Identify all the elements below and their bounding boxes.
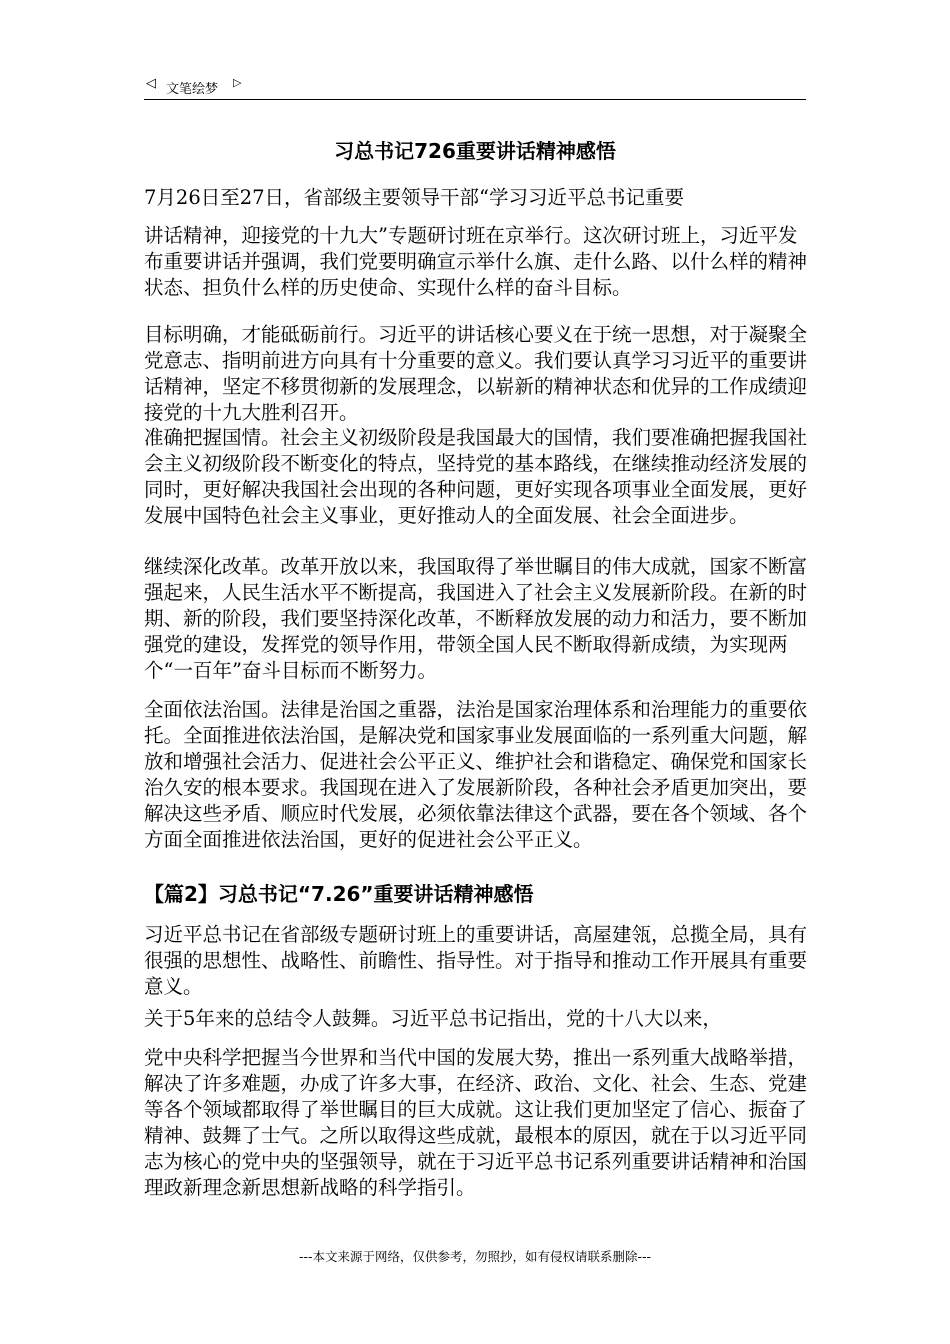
paragraph-seminar: 讲话精神，迎接党的十九大”专题研讨班在京举行。这次研讨班上，习近平发布重要讲话并强调，我们党要明确宣示举什么旗、走什么路、以什么样的精神状态、担负什么样的历史使命、实现什么样的奋斗目标。 [144, 224, 808, 299]
paragraph-rule-of-law: 全面依法治国。法律是治国之重器，法治是国家治理体系和治理能力的重要依托。全面推进依法治国，是解决党和国家事业发展面临的一系列重大问题，解放和增强社会活力、促进社会公平正义、维护社会和谐稳定、确保党和国家长治久安的根本要求。我国现在进入了发展新阶段，各种社会矛盾更加突出，要解决这些矛盾、顺应时代发展，必须依靠法律这个武器，要在各个领域、各个方面全面推进依法治国，更好的促进社会公平正义。 [144, 698, 808, 851]
header-brand: 文笔绘梦 [166, 82, 219, 97]
section-2-paragraph-achievements: 党中央科学把握当今世界和当代中国的发展大势，推出一系列重大战略举措，解决了许多难题，办成了许多大事，在经济、政治、文化、社会、生态、党建等各个领域都取得了举世瞩目的巨大成就。这让我们更加坚定了信心、振奋了精神、鼓舞了士气。之所以取得这些成就，最根本的原因，就在于以习近平同志为核心的党中央的坚强领导，就在于习近平总书记系列重要讲话精神和治国理政新理念新思想新战略的科学指引。 [144, 1046, 808, 1199]
triangle-right-icon: ▷ [233, 76, 242, 89]
document-title: 习总书记726重要讲话精神感悟 [334, 139, 616, 163]
section-2-paragraph-summary: 关于5年来的总结令人鼓舞。习近平总书记指出，党的十八大以来， [144, 1007, 722, 1030]
page-header [144, 72, 806, 100]
section-2-title: 【篇2】习总书记“7.26”重要讲话精神感悟 [144, 882, 534, 906]
page-footer: ---本文来源于网络，仅供参考，勿照抄，如有侵权请联系删除--- [298, 1249, 652, 1264]
paragraph-goal: 目标明确，才能砥砺前行。习近平的讲话核心要义在于统一思想，对于凝聚全党意志、指明前进方向具有十分重要的意义。我们要认真学习习近平的重要讲话精神，坚定不移贯彻新的发展理念，以崭新的精神状态和优异的工作成绩迎接党的十九大胜利召开。 [144, 323, 808, 424]
section-2-paragraph-speech: 习近平总书记在省部级专题研讨班上的重要讲话，高屋建瓴，总揽全局，具有很强的思想性、战略性、前瞻性、指导性。对于指导和推动工作开展具有重要意义。 [144, 923, 808, 998]
paragraph-intro: 7月26日至27日，省部级主要领导干部“学习习近平总书记重要 [144, 186, 685, 209]
triangle-left-icon: ◁ [146, 76, 156, 91]
paragraph-national-conditions: 准确把握国情。社会主义初级阶段是我国最大的国情，我们要准确把握我国社会主义初级阶段不断变化的特点，坚持党的基本路线，在继续推动经济发展的同时，更好解决我国社会出现的各种问题，更好实现各项事业全面发展，更好发展中国特色社会主义事业，更好推动人的全面发展、社会全面进步。 [144, 426, 808, 527]
paragraph-reform: 继续深化改革。改革开放以来，我国取得了举世瞩目的伟大成就，国家不断富强起来，人民生活水平不断提高，我国进入了社会主义发展新阶段。在新的时期、新的阶段，我们要坚持深化改革，不断释放发展的动力和活力，要不断加强党的建设，发挥党的领导作用，带领全国人民不断取得新成绩，为实现两个“一百年”奋斗目标而不断努力。 [144, 555, 808, 682]
